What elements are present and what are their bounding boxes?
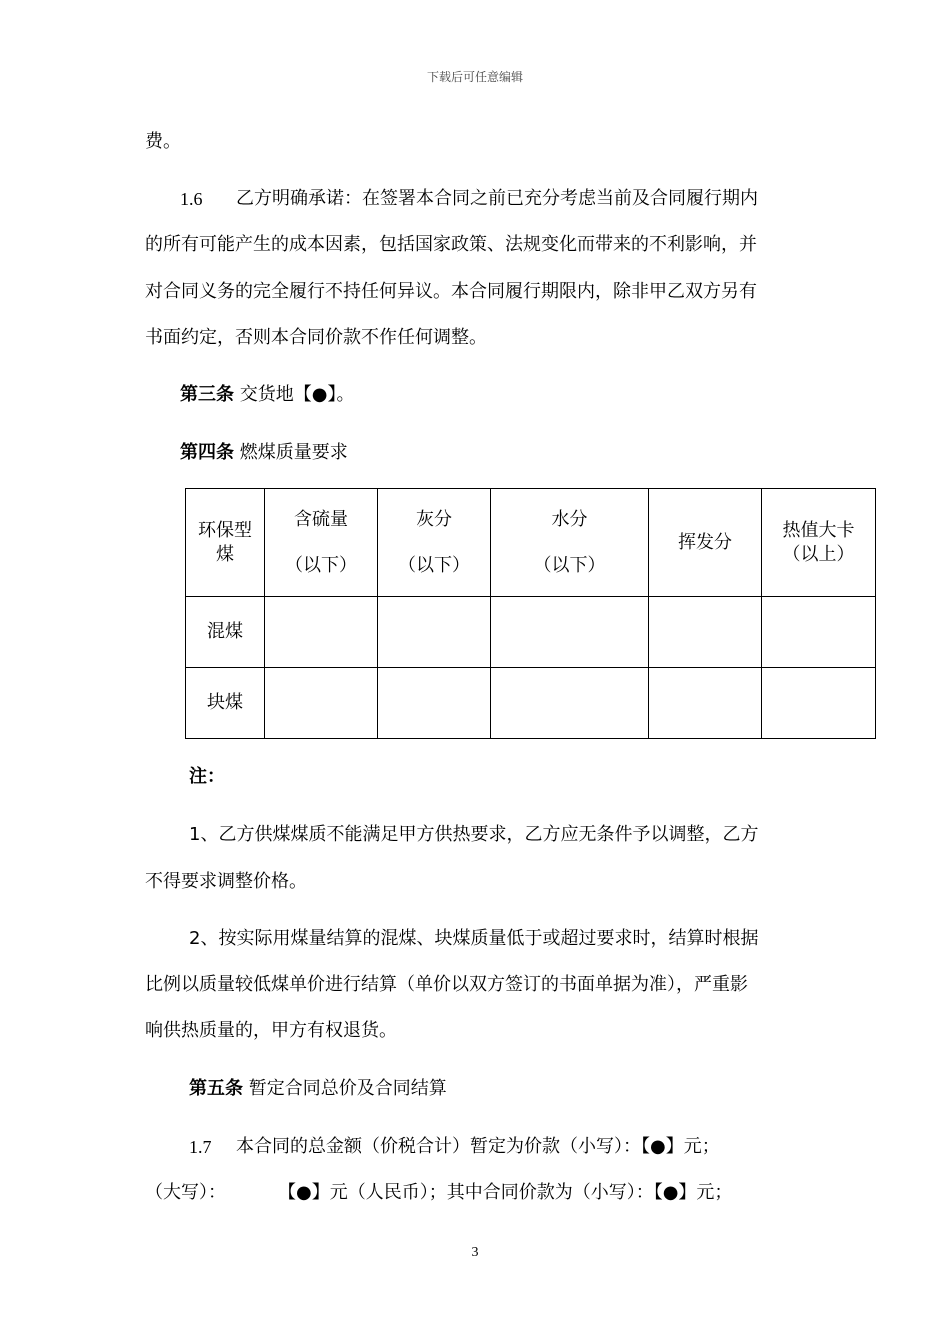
continuation-text: 费。 [145,131,181,152]
article-4 [180,441,348,465]
note-title: 注： [189,766,225,787]
table-cell [265,597,378,668]
clause-1-6-line-4: 书面约定，否则本合同价款不作任何调整。 [145,327,487,348]
table-cell [762,668,876,739]
table-cell [649,668,762,739]
row-label-lump-coal: 块煤 [186,668,265,739]
note-1-line-1: 1、乙方供煤煤质不能满足甲方供热要求，乙方应无条件予以调整，乙方 [189,824,759,845]
article-5-text: 暂定合同总价及合同结算 [248,1078,447,1099]
header-volatile: 挥发分 [649,489,762,597]
note-2-line-2: 比例以质量较低煤单价进行结算（单价以双方签订的书面单据为准），严重影 [145,974,748,995]
table-cell [491,668,649,739]
table-row [186,597,876,668]
coal-quality-table [185,488,876,739]
row-label-mixed-coal: 混煤 [186,597,265,668]
note-2-line-3: 响供热质量的，甲方有权退货。 [145,1020,397,1041]
header-moisture: 水分 （以下） [491,489,649,597]
table-cell [762,597,876,668]
article-5-title: 第五条 [189,1078,243,1099]
header-coal-type: 环保型 煤 [186,489,265,597]
page-header: 下载后可任意编辑 [426,70,523,84]
note-1-line-2: 不得要求调整价格。 [145,871,307,892]
table-cell [378,668,491,739]
table-header-row [186,489,876,597]
table-cell [265,668,378,739]
header-sulfur: 含硫量 （以下） [265,489,378,597]
note-2-line-1: 2、按实际用煤量结算的混煤、块煤质量低于或超过要求时，结算时根据 [189,928,759,949]
clause-number-1-6: 1.6 [180,189,203,209]
clause-1-7-line-2b: 【●】元（人民币）；其中合同价款为（小写）：【●】元； [278,1182,733,1203]
table-cell [378,597,491,668]
article-3-text: 交货地【●】。 [239,384,355,405]
article-5 [189,1077,447,1101]
article-4-text: 燃煤质量要求 [239,442,348,463]
article-4-title: 第四条 [180,442,234,463]
article-3-title: 第三条 [180,384,234,405]
page-number: 3 [471,1245,479,1260]
clause-1-7-line-1: 本合同的总金额（价税合计）暂定为价款（小写）：【●】元； [236,1136,720,1157]
table-row [186,668,876,739]
article-3 [180,383,354,407]
table-cell [649,597,762,668]
header-calorific: 热值大卡 （以上） [762,489,876,597]
clause-1-6-line-2: 的所有可能产生的成本因素，包括国家政策、法规变化而带来的不利影响，并 [145,234,757,255]
clause-1-6-line-3: 对合同义务的完全履行不持任何异议。本合同履行期限内，除非甲乙双方另有 [145,281,757,302]
table-cell [491,597,649,668]
clause-1-6-line-1: 乙方明确承诺：在签署本合同之前已充分考虑当前及合同履行期内 [236,188,758,209]
clause-number-1-7: 1.7 [189,1137,212,1157]
clause-1-7-line-2a: （大写）： [145,1182,226,1203]
header-ash: 灰分 （以下） [378,489,491,597]
